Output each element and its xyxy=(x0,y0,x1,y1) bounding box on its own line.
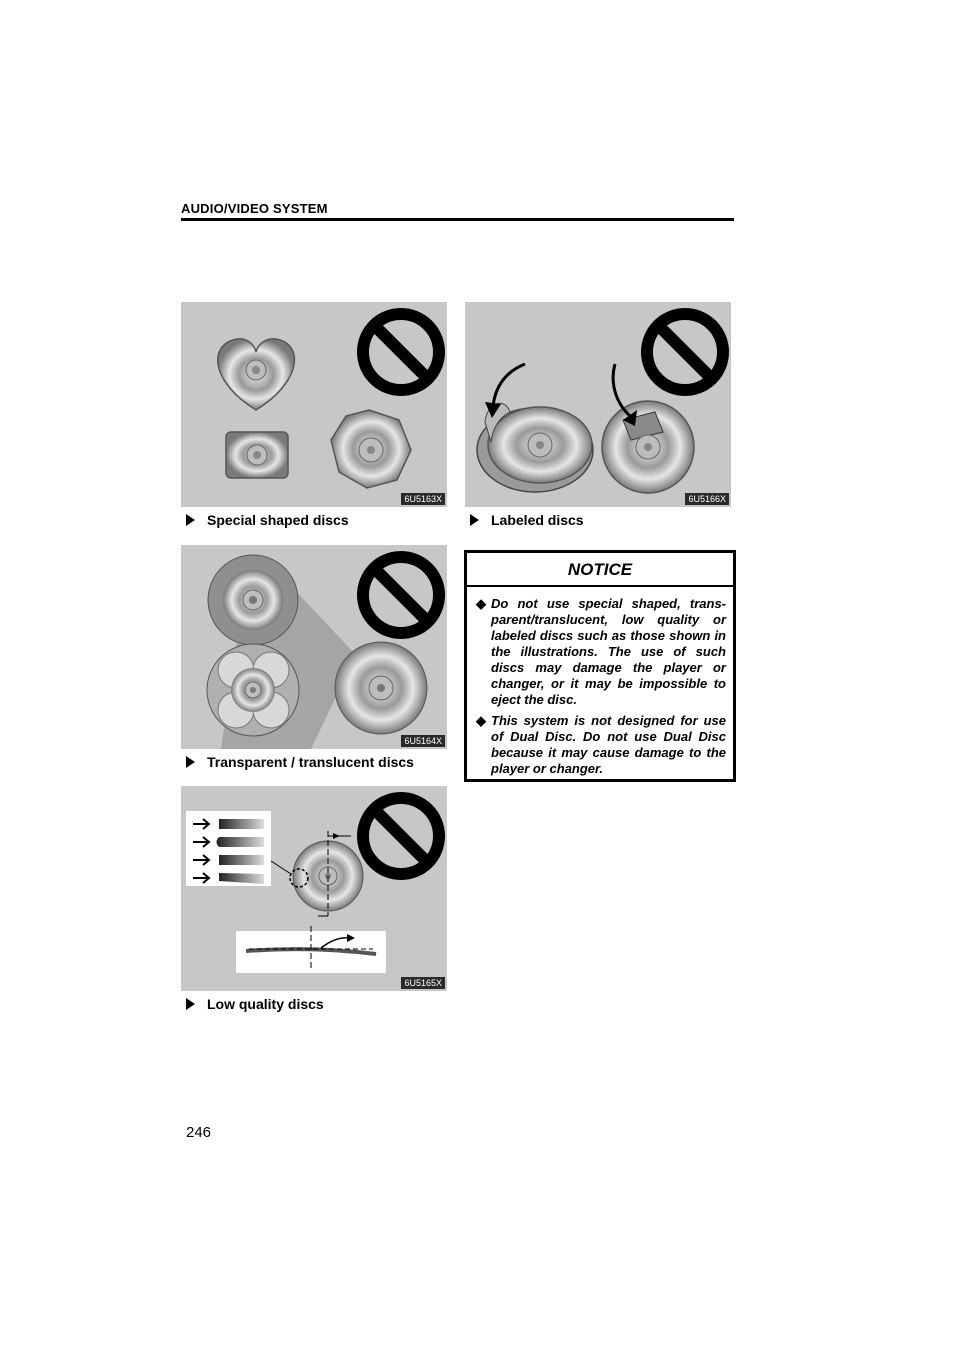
prohibition-icon xyxy=(363,557,439,633)
figure-code: 6U5166X xyxy=(685,493,729,505)
figure-low-quality-discs xyxy=(181,786,447,991)
triangle-bullet-icon xyxy=(186,998,195,1010)
figure-code: 6U5164X xyxy=(401,735,445,747)
triangle-bullet-icon xyxy=(186,756,195,768)
low-quality-discs-illustration xyxy=(181,786,447,991)
prohibition-icon xyxy=(363,798,439,874)
prohibition-icon xyxy=(363,314,439,390)
notice-item-text: Do not use special shaped, trans-parent/translucent, low quality or labeled discs such as those shown in the illustrations. The use of such discs may damage the player or changer, or it may be impossible to eject the disc. xyxy=(491,596,726,707)
notice-item-text: This system is not designed for use of Dual Disc. Do not use Dual Disc because it may cause damage to the player or changer. xyxy=(491,713,726,776)
disc-side-profile-icon xyxy=(236,926,386,973)
caption-text: Low quality discs xyxy=(207,996,324,1012)
caption-labeled xyxy=(470,512,584,528)
figure-labeled-discs xyxy=(465,302,731,507)
heart-disc-icon xyxy=(218,339,295,410)
labeled-discs-illustration xyxy=(465,302,731,507)
caption-low-quality xyxy=(186,996,324,1012)
translucent-disc-icon xyxy=(208,555,298,645)
notice-title: NOTICE xyxy=(467,553,733,587)
rectangular-disc-icon xyxy=(226,432,288,478)
flower-disc-icon xyxy=(207,644,299,736)
figure-code: 6U5163X xyxy=(401,493,445,505)
caption-text: Labeled discs xyxy=(491,512,584,528)
caption-text: Special shaped discs xyxy=(207,512,349,528)
notice-item xyxy=(467,596,733,708)
transparent-discs-illustration xyxy=(181,545,447,749)
triangle-bullet-icon xyxy=(186,514,195,526)
figure-code: 6U5165X xyxy=(401,977,445,989)
page-header xyxy=(181,200,733,218)
caption-special-shaped xyxy=(186,512,349,528)
notice-item xyxy=(467,713,733,777)
figure-special-shaped-discs xyxy=(181,302,447,507)
clear-disc-icon xyxy=(335,642,427,734)
figure-transparent-discs xyxy=(181,545,447,749)
page-number: 246 xyxy=(186,1124,212,1141)
diamond-bullet-icon: ◆ xyxy=(476,596,486,611)
diamond-bullet-icon: ◆ xyxy=(476,713,486,728)
sticker-disc-icon xyxy=(602,401,694,493)
notice-box xyxy=(464,550,736,782)
caption-text: Transparent / translucent discs xyxy=(207,754,414,770)
special-shaped-discs-illustration xyxy=(181,302,447,507)
warped-disc-icon xyxy=(271,831,363,916)
triangle-bullet-icon xyxy=(470,514,479,526)
caption-transparent xyxy=(186,754,414,770)
section-title: AUDIO/VIDEO SYSTEM xyxy=(181,201,328,216)
peeling-label-disc-icon xyxy=(477,403,593,492)
prohibition-icon xyxy=(647,314,723,390)
header-divider xyxy=(181,218,734,221)
polygon-disc-icon xyxy=(331,410,411,488)
disc-edge-profiles-icon xyxy=(186,811,271,886)
